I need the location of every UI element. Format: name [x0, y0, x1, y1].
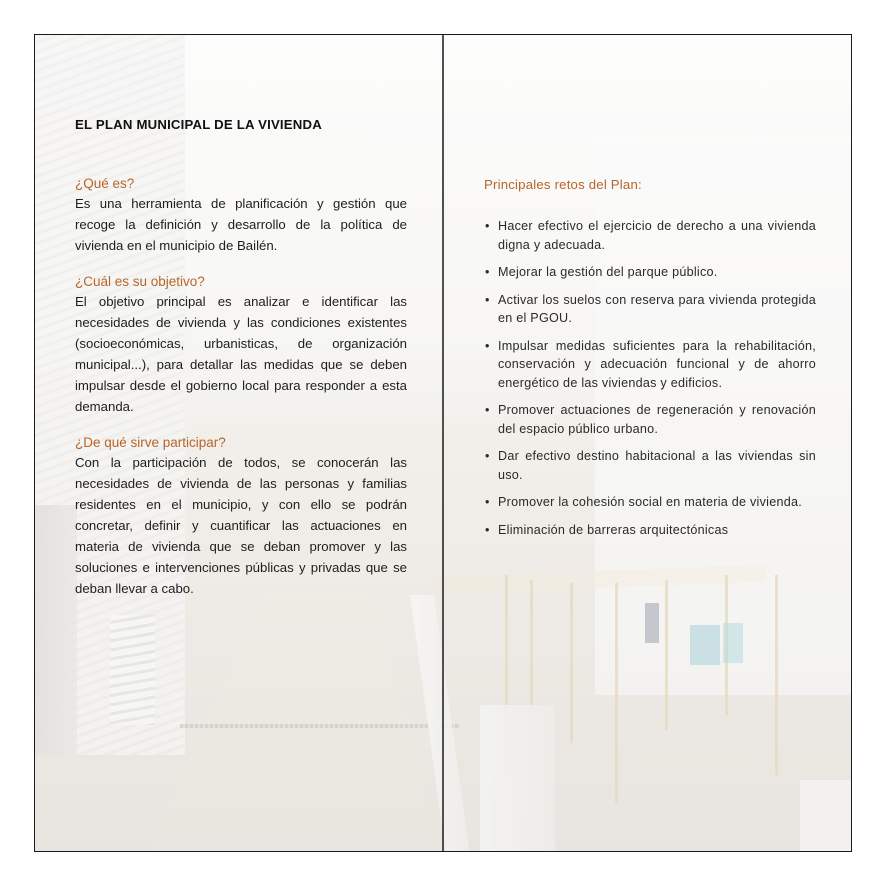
- list-item: • Impulsar medidas suficientes para la rehabilitación, conservación y adecuación funcional y de ahorro energético de las viviendas y edificios.: [485, 338, 816, 390]
- list-item: • Activar los suelos con reserva para vivienda protegida en el PGOU.: [485, 292, 816, 325]
- bullet-icon: •: [485, 219, 490, 233]
- bullet-icon: •: [485, 495, 490, 509]
- bullet-icon: •: [485, 338, 490, 353]
- section-objetivo: [75, 274, 407, 417]
- bullet-icon: •: [485, 292, 490, 307]
- list-item: • Promover la cohesión social en materia de vivienda.: [484, 493, 816, 512]
- list-item: • Hacer efectivo el ejercicio de derecho a una vivienda digna y adecuada.: [485, 219, 816, 252]
- list-item: • Promover actuaciones de regeneración y renovación del espacio público urbano.: [485, 403, 816, 436]
- right-page: [484, 177, 816, 548]
- section-heading: ¿Cuál es su objetivo?: [75, 274, 205, 289]
- bullet-icon: •: [485, 522, 490, 537]
- section-heading: ¿Qué es?: [75, 176, 135, 191]
- page-fold-divider: [442, 35, 444, 851]
- challenges-title: Principales retos del Plan:: [484, 177, 642, 192]
- bullet-icon: •: [485, 449, 490, 463]
- list-item: • Mejorar la gestión del parque público.: [484, 263, 816, 282]
- left-page: [75, 117, 407, 617]
- section-que-es: [75, 176, 407, 256]
- section-body: Es una herramienta de planificación y gestión que recoge la definición y desarrollo de la política de vivienda en el municipio de Bailén.: [75, 196, 407, 253]
- brochure-spread: [34, 34, 852, 852]
- challenges-list: [484, 217, 816, 539]
- bullet-icon: •: [485, 265, 490, 279]
- list-item: • Eliminación de barreras arquitectónicas: [484, 521, 816, 540]
- list-item: • Dar efectivo destino habitacional a las viviendas sin uso.: [485, 449, 816, 482]
- section-heading: ¿De qué sirve participar?: [75, 435, 226, 450]
- section-body: Con la participación de todos, se conocerán las necesidades de vivienda de las personas y familias residentes en el municipio, y con ello se podrán concretar, definir y cuantificar las actuaciones en materia de vivienda que se deban promover y las soluciones e intervenciones públicas y privadas que se deban llevar a cabo.: [75, 455, 407, 596]
- bullet-icon: •: [485, 403, 490, 417]
- section-body: El objetivo principal es analizar e identificar las necesidades de vivienda y las condiciones existentes (socioeconómicas, urbanisticas, de organización municipal...), para detallar las medidas que se deben impulsar desde el gobierno local para responder a esta demanda.: [75, 294, 407, 414]
- page-title: EL PLAN MUNICIPAL DE LA VIVIENDA: [75, 117, 322, 132]
- section-participar: [75, 435, 407, 599]
